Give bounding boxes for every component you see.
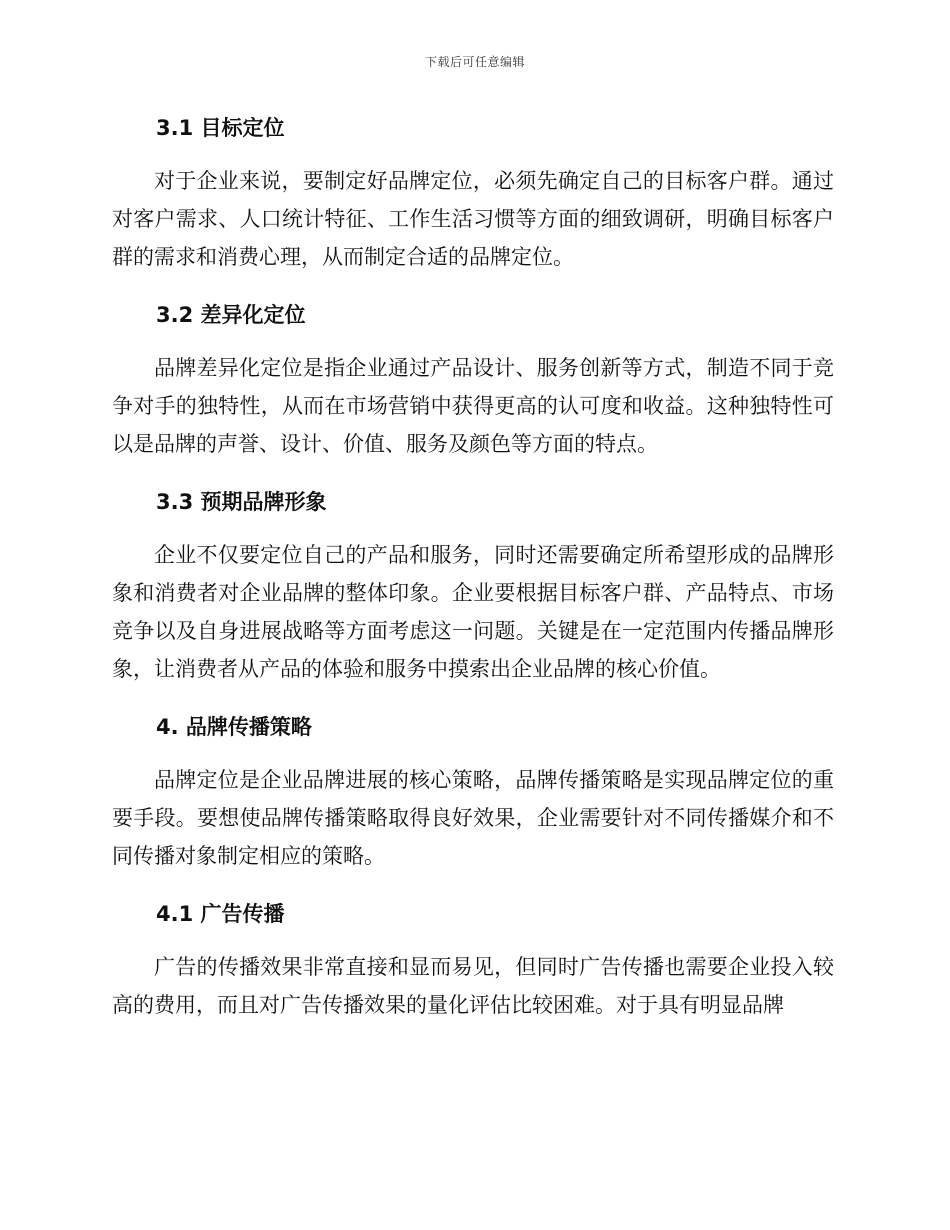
section-heading-3-2: 3.2 差异化定位 (156, 303, 306, 327)
section-paragraph-3-3: 企业不仅要定位自己的产品和服务，同时还需要确定所希望形成的品牌形象和消费者对企业品牌的整体印象。企业要根据目标客户群、产品特点、市场竞争以及自身进展战略等方面考虑这一问题。关键是在一定范围内传播品牌形象，让消费者从产品的体验和服务中摸索出企业品牌的核心价值。 (112, 543, 834, 681)
section-paragraph-3-2: 品牌差异化定位是指企业通过产品设计、服务创新等方式，制造不同于竞争对手的独特性，从而在市场营销中获得更高的认可度和收益。这种独特性可以是品牌的声誉、设计、价值、服务及颜色等方面的特点。 (112, 356, 834, 456)
section-paragraph-3-1: 对于企业来说，要制定好品牌定位，必须先确定自己的目标客户群。通过对客户需求、人口统计特征、工作生活习惯等方面的细致调研，明确目标客户群的需求和消费心理，从而制定合适的品牌定位。 (112, 169, 834, 269)
page-header: 下载后可任意编辑 (424, 55, 525, 69)
section-paragraph-4-1: 广告的传播效果非常直接和显而易见，但同时广告传播也需要企业投入较高的费用，而且对广告传播效果的量化评估比较困难。对于具有明显品牌 (112, 955, 834, 1017)
section-heading-3-1: 3.1 目标定位 (156, 116, 285, 140)
section-heading-3-3: 3.3 预期品牌形象 (156, 490, 327, 514)
section-heading-4-1: 4.1 广告传播 (156, 902, 285, 926)
section-paragraph-4: 品牌定位是企业品牌进展的核心策略，品牌传播策略是实现品牌定位的重要手段。要想使品牌传播策略取得良好效果，企业需要针对不同传播媒介和不同传播对象制定相应的策略。 (112, 768, 834, 868)
section-heading-4: 4. 品牌传播策略 (156, 715, 312, 739)
document-body (112, 104, 834, 1039)
